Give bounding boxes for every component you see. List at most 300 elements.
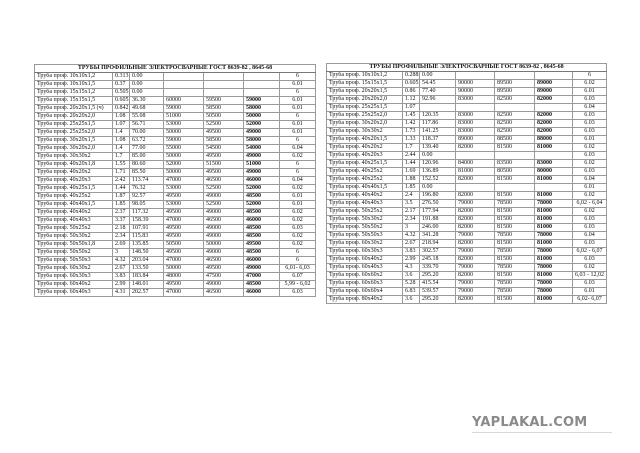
table-cell: 82000 — [456, 208, 495, 216]
table-cell — [535, 104, 573, 112]
table-cell: 54.45 — [420, 80, 456, 88]
table-cell: 539.57 — [420, 288, 456, 296]
table-cell: 158.39 — [130, 217, 164, 225]
table-cell: 89000 — [535, 80, 573, 88]
table-cell: 79000 — [456, 288, 495, 296]
table-cell — [535, 152, 573, 160]
table-cell: 341.28 — [420, 232, 456, 240]
table-cell: 49500 — [164, 281, 204, 289]
table-cell: 81500 — [495, 256, 535, 264]
table-cell: 6 — [573, 72, 607, 80]
site-watermark: YAPLAKAL.COM — [472, 415, 588, 430]
table-cell: 49000 — [244, 169, 280, 177]
table-cell: 83000 — [456, 112, 495, 120]
table-row — [35, 193, 316, 201]
table-cell: 2.44 — [403, 152, 420, 160]
table-cell: 6.03 — [573, 120, 607, 128]
table-cell: 81500 — [495, 144, 535, 152]
table-cell: Труба проф. 25х25х1,5 — [35, 121, 113, 129]
table-cell: 59500 — [204, 97, 244, 105]
table-cell: 1.4 — [113, 145, 130, 153]
table-cell: 6,03 - 12,02 — [573, 272, 607, 280]
table-cell: 48500 — [244, 233, 280, 241]
table-cell: Труба проф. 10х10х1,5 — [35, 81, 113, 89]
table-cell: 54500 — [204, 145, 244, 153]
table-cell: 77.00 — [130, 145, 164, 153]
table-cell: 85.50 — [130, 169, 164, 177]
table-cell: Труба проф. 60х40х2 — [35, 281, 113, 289]
table-cell: 81000 — [535, 224, 573, 232]
table-cell: 53000 — [164, 185, 204, 193]
table-row — [327, 264, 607, 272]
table-cell: 81000 — [535, 296, 573, 304]
table-cell: 3 — [113, 249, 130, 257]
table-row — [35, 153, 316, 161]
table-cell: 82500 — [495, 128, 535, 136]
table-cell — [495, 72, 535, 80]
table-cell: 0.842 — [113, 105, 130, 113]
table-cell: 82500 — [495, 112, 535, 120]
table-cell: 0.00 — [130, 73, 164, 81]
table-cell: Труба проф. 40х40х1,5 — [327, 184, 403, 192]
table-cell: 6.02 — [573, 264, 607, 272]
table-cell — [535, 184, 573, 192]
table-cell: 47500 — [204, 273, 244, 281]
table-cell: Труба проф. 60х60х4 — [327, 288, 403, 296]
table-cell: 6.03 — [573, 112, 607, 120]
table-cell: Труба проф. 30х30х2 — [35, 153, 113, 161]
table-cell: 47000 — [164, 289, 204, 297]
table-cell: Труба проф. 40х40х3 — [35, 217, 113, 225]
table-cell: 46500 — [204, 289, 244, 297]
table-cell: 46000 — [244, 217, 280, 225]
table-cell: 46500 — [204, 217, 244, 225]
table-cell: 82500 — [495, 120, 535, 128]
table-cell: 218.94 — [420, 240, 456, 248]
table-cell: Труба проф. 40х20х2 — [35, 169, 113, 177]
table-cell: 295.20 — [420, 296, 456, 304]
table-row — [327, 288, 607, 296]
table-cell: 49.68 — [130, 105, 164, 113]
table-cell: Труба проф. 40х25х2 — [327, 176, 403, 184]
table-cell: 49000 — [244, 129, 280, 137]
table-cell: 148.01 — [130, 281, 164, 289]
table-row — [35, 105, 316, 113]
table-cell — [244, 89, 280, 97]
table-cell: 48500 — [244, 225, 280, 233]
table-cell: 98.05 — [130, 201, 164, 209]
table-cell: 6.03 — [573, 168, 607, 176]
table-cell: 1.44 — [113, 185, 130, 193]
table-cell: 1.7 — [113, 153, 130, 161]
table-cell: 6.02 — [280, 153, 316, 161]
table-cell: 6 — [280, 113, 316, 121]
table-cell: 2.99 — [403, 256, 420, 264]
table-row — [327, 248, 607, 256]
table-cell: Труба проф. 40х25х2 — [35, 193, 113, 201]
table-cell — [164, 81, 204, 89]
table-cell: 81000 — [535, 240, 573, 248]
table-cell: 1.45 — [403, 112, 420, 120]
table-cell: 82000 — [456, 216, 495, 224]
table-cell: 0.00 — [420, 72, 456, 80]
table-row — [327, 72, 607, 80]
table-row — [35, 257, 316, 265]
left-table-body — [35, 73, 316, 297]
table-row — [327, 168, 607, 176]
table-cell: 50000 — [204, 241, 244, 249]
table-row — [327, 104, 607, 112]
table-cell: 58500 — [204, 137, 244, 145]
table-cell: 2.42 — [113, 177, 130, 185]
table-cell: 56.71 — [130, 121, 164, 129]
table-cell: Труба проф. 50х50х3 — [35, 257, 113, 265]
table-cell — [164, 89, 204, 97]
table-cell: 49500 — [204, 129, 244, 137]
table-cell: 80.60 — [130, 161, 164, 169]
table-cell: 6 — [280, 73, 316, 81]
table-cell: 246.00 — [420, 224, 456, 232]
table-row — [327, 200, 607, 208]
table-cell: 2.67 — [403, 240, 420, 248]
table-row — [327, 208, 607, 216]
table-cell: 6.01 — [280, 81, 316, 89]
table-cell: 49500 — [164, 225, 204, 233]
table-cell: 6.03 — [573, 240, 607, 248]
table-row — [35, 185, 316, 193]
table-cell: 0.288 — [403, 72, 420, 80]
table-cell: 3.5 — [403, 200, 420, 208]
table-cell: 1.33 — [403, 136, 420, 144]
table-cell: 46500 — [204, 257, 244, 265]
table-cell: 1.44 — [403, 160, 420, 168]
table-cell: 1.69 — [403, 168, 420, 176]
table-cell: 83000 — [535, 160, 573, 168]
table-cell: Труба проф. 30х20х2,0 — [35, 145, 113, 153]
table-cell: 78500 — [495, 248, 535, 256]
table-cell: 302.57 — [420, 248, 456, 256]
table-cell: 4.3 — [403, 264, 420, 272]
table-row — [327, 80, 607, 88]
table-cell: 49000 — [244, 265, 280, 273]
table-cell: 50000 — [164, 153, 204, 161]
table-cell: 55.08 — [130, 113, 164, 121]
table-cell: 49500 — [164, 249, 204, 257]
table-cell: 89500 — [495, 88, 535, 96]
table-row — [35, 217, 316, 225]
table-row — [327, 96, 607, 104]
table-cell: 82000 — [535, 120, 573, 128]
table-cell: 50500 — [164, 241, 204, 249]
table-cell: Труба проф. 50х50х2 — [35, 249, 113, 257]
table-cell: 6,02- 6,07 — [573, 296, 607, 304]
table-row — [35, 161, 316, 169]
table-cell: 80500 — [495, 168, 535, 176]
table-cell: 81000 — [535, 216, 573, 224]
table-cell: 83000 — [456, 128, 495, 136]
table-cell: Труба проф. 50х25х2 — [35, 225, 113, 233]
table-cell: 50500 — [204, 113, 244, 121]
table-cell: 6 — [280, 89, 316, 97]
table-cell: 81500 — [495, 224, 535, 232]
table-cell — [456, 152, 495, 160]
table-cell: Труба проф. 40х25х1,5 — [35, 185, 113, 193]
table-cell: Труба проф. 50х50х1,8 — [35, 241, 113, 249]
table-cell: 79000 — [456, 280, 495, 288]
table-cell: 81000 — [535, 144, 573, 152]
table-cell: 78000 — [535, 264, 573, 272]
table-cell: 54000 — [244, 145, 280, 153]
table-cell: 139.40 — [420, 144, 456, 152]
table-row — [327, 136, 607, 144]
table-cell: 2.99 — [113, 281, 130, 289]
table-cell: 76.32 — [130, 185, 164, 193]
table-row — [35, 145, 316, 153]
table-row — [327, 232, 607, 240]
table-cell: Труба проф. 25х25х2,0 — [327, 112, 403, 120]
table-cell: 81000 — [535, 192, 573, 200]
table-cell: 6.03 — [280, 289, 316, 297]
table-cell: 52000 — [244, 121, 280, 129]
table-cell: 6 — [280, 137, 316, 145]
table-cell: 2.34 — [113, 233, 130, 241]
table-cell: Труба проф. 40х20х3 — [327, 152, 403, 160]
table-cell: Труба проф. 40х25х1,5 — [327, 160, 403, 168]
table-cell: Труба проф. 60х60х2 — [327, 272, 403, 280]
table-cell: 78500 — [495, 200, 535, 208]
table-cell: 6.01 — [280, 201, 316, 209]
table-cell: 6.02 — [280, 217, 316, 225]
table-cell: 6.02 — [280, 185, 316, 193]
table-cell: 82500 — [495, 96, 535, 104]
table-cell: 0.505 — [113, 89, 130, 97]
table-cell: 120.96 — [420, 160, 456, 168]
table-cell: 85.00 — [130, 153, 164, 161]
table-cell: 2.17 — [403, 208, 420, 216]
table-cell: 6.02 — [573, 160, 607, 168]
table-cell: 81500 — [495, 272, 535, 280]
table-cell: 1.55 — [113, 161, 130, 169]
table-row — [35, 137, 316, 145]
table-cell: 6.01 — [573, 288, 607, 296]
table-cell: 196.80 — [420, 192, 456, 200]
table-cell: 0.00 — [420, 184, 456, 192]
table-cell: Труба проф. 60х30х2 — [327, 240, 403, 248]
table-cell: 49500 — [164, 233, 204, 241]
table-cell: 6.03 — [573, 96, 607, 104]
table-cell: 1.07 — [113, 121, 130, 129]
table-cell: 5,99 - 6,02 — [280, 281, 316, 289]
table-cell: 58000 — [244, 105, 280, 113]
table-cell: 6.02 — [280, 241, 316, 249]
table-row — [35, 73, 316, 81]
table-cell: 49000 — [204, 233, 244, 241]
table-cell: 6.02 — [573, 192, 607, 200]
table-cell: 2.67 — [113, 265, 130, 273]
table-cell: 6.03 — [280, 225, 316, 233]
table-cell: Труба проф. 50х25х2 — [327, 208, 403, 216]
table-row — [327, 128, 607, 136]
table-cell: Труба проф. 30х20х1,5 — [35, 137, 113, 145]
table-row — [35, 273, 316, 281]
table-cell: 2.69 — [113, 241, 130, 249]
table-cell: Труба проф. 60х30х3 — [35, 273, 113, 281]
table-cell: 6.02 — [280, 233, 316, 241]
table-cell: 6.01 — [280, 129, 316, 137]
table-cell: 82000 — [535, 96, 573, 104]
table-cell: Труба проф. 20х20х1,5 (ч) — [35, 105, 113, 113]
table-cell: 49000 — [204, 281, 244, 289]
table-cell: 3.6 — [403, 272, 420, 280]
table-cell: Труба проф. 30х30х2 — [327, 128, 403, 136]
table-cell: Труба проф. 25х25х1,5 — [327, 104, 403, 112]
table-cell: 81000 — [535, 176, 573, 184]
table-cell: 50000 — [164, 129, 204, 137]
table-row — [35, 233, 316, 241]
table-cell: 245.18 — [420, 256, 456, 264]
table-cell: 6,02 - 6,04 — [573, 200, 607, 208]
table-cell: 53000 — [164, 121, 204, 129]
table-cell: 1.08 — [113, 113, 130, 121]
table-cell: 1.88 — [403, 176, 420, 184]
table-cell: 0.00 — [130, 81, 164, 89]
table-cell: 88000 — [535, 136, 573, 144]
table-cell: 2.37 — [113, 209, 130, 217]
table-cell: 152.52 — [420, 176, 456, 184]
table-row — [327, 112, 607, 120]
table-cell: 0.313 — [113, 73, 130, 81]
table-row — [35, 225, 316, 233]
table-cell: 6.04 — [280, 177, 316, 185]
table-cell: 78500 — [495, 280, 535, 288]
table-cell: 6 — [280, 257, 316, 265]
table-row — [327, 280, 607, 288]
table-cell: 46000 — [244, 289, 280, 297]
table-cell: 47000 — [164, 177, 204, 185]
table-cell: 82000 — [535, 112, 573, 120]
table-cell: 6.07 — [280, 273, 316, 281]
table-cell: 6.02 — [573, 144, 607, 152]
right-price-table — [326, 63, 607, 304]
table-cell: 6.01 — [573, 88, 607, 96]
table-cell: Труба проф. 40х20х1,5 — [327, 136, 403, 144]
table-row — [327, 256, 607, 264]
table-cell: Труба проф. 40х40х2 — [35, 209, 113, 217]
table-cell: 0.605 — [113, 97, 130, 105]
right-table-title: ТРУБЫ ПРОФИЛЬНЫЕ ЭЛЕКТРОСВАРНЫЕ ГОСТ 8639-82 , 8645-68 — [327, 64, 607, 72]
table-cell — [456, 104, 495, 112]
table-cell: 49000 — [244, 153, 280, 161]
table-cell: Труба проф. 60х30х2 — [35, 265, 113, 273]
table-cell: Труба проф. 40х20х1,8 — [35, 161, 113, 169]
table-cell: 79000 — [456, 264, 495, 272]
table-row — [35, 249, 316, 257]
table-cell: 49500 — [244, 241, 280, 249]
table-row — [35, 177, 316, 185]
table-cell: Труба проф. 60х60х3 — [327, 280, 403, 288]
table-cell: 191.88 — [420, 216, 456, 224]
table-cell: 6.83 — [403, 288, 420, 296]
table-cell: 3.6 — [403, 296, 420, 304]
table-cell: Труба проф. 40х40х3 — [327, 200, 403, 208]
table-cell — [495, 104, 535, 112]
table-cell: 59000 — [164, 105, 204, 113]
table-cell: 52500 — [204, 121, 244, 129]
table-cell: 6.03 — [573, 152, 607, 160]
table-row — [35, 265, 316, 273]
table-cell: 89500 — [495, 80, 535, 88]
table-cell: 1.07 — [403, 104, 420, 112]
table-row — [327, 224, 607, 232]
table-row — [327, 152, 607, 160]
table-cell: 3.37 — [113, 217, 130, 225]
table-cell: 113.74 — [130, 177, 164, 185]
table-row — [327, 160, 607, 168]
table-cell: 1.7 — [403, 144, 420, 152]
table-cell: 81000 — [535, 272, 573, 280]
table-cell: Труба проф. 10х10х1,2 — [327, 72, 403, 80]
table-cell: Труба проф. 20х20х2,0 — [327, 96, 403, 104]
table-cell: 107.91 — [130, 225, 164, 233]
table-cell: 6.01 — [573, 136, 607, 144]
table-cell: 6.02 — [280, 209, 316, 217]
table-row — [35, 81, 316, 89]
table-cell: Труба проф. 40х40х1,5 — [35, 201, 113, 209]
table-cell: Труба проф. 40х20х3 — [35, 177, 113, 185]
table-cell: 6 — [280, 161, 316, 169]
table-cell: 78500 — [495, 232, 535, 240]
table-cell — [535, 72, 573, 80]
table-cell: 295.20 — [420, 272, 456, 280]
table-cell: Труба проф. 50х50х3 — [327, 232, 403, 240]
table-cell: Труба проф. 40х40х2 — [327, 192, 403, 200]
table-cell: 48500 — [244, 249, 280, 257]
table-cell: 6 — [280, 169, 316, 177]
table-cell: 81000 — [535, 208, 573, 216]
table-cell: Труба проф. 60х40х3 — [327, 264, 403, 272]
table-cell: 339.70 — [420, 264, 456, 272]
table-cell: 6,01- 6,03 — [280, 265, 316, 273]
table-cell: 81500 — [495, 240, 535, 248]
table-cell: 1.08 — [113, 137, 130, 145]
table-cell: 90000 — [456, 80, 495, 88]
table-cell: 47000 — [244, 273, 280, 281]
table-cell: 4.32 — [113, 257, 130, 265]
table-cell: 52500 — [204, 201, 244, 209]
table-cell: 81500 — [495, 176, 535, 184]
table-cell: 92.57 — [130, 193, 164, 201]
table-cell: 90000 — [456, 88, 495, 96]
table-cell: 48500 — [244, 209, 280, 217]
table-cell: 49500 — [204, 169, 244, 177]
left-price-table — [34, 64, 316, 297]
table-cell: 2.34 — [403, 216, 420, 224]
table-cell: 83000 — [456, 120, 495, 128]
table-cell: 52000 — [244, 201, 280, 209]
table-cell: Труба проф. 80х40х2 — [327, 296, 403, 304]
table-cell: 6.01 — [573, 184, 607, 192]
table-cell: 1.12 — [403, 96, 420, 104]
table-cell: 117.86 — [420, 120, 456, 128]
table-cell: 2.18 — [113, 225, 130, 233]
table-cell: Труба проф. 30х20х2,0 — [327, 120, 403, 128]
table-cell: 79000 — [456, 248, 495, 256]
table-cell: 4.31 — [113, 289, 130, 297]
table-row — [35, 89, 316, 97]
table-cell: 177.94 — [420, 208, 456, 216]
table-cell: 51000 — [244, 161, 280, 169]
table-cell: 6.04 — [573, 176, 607, 184]
